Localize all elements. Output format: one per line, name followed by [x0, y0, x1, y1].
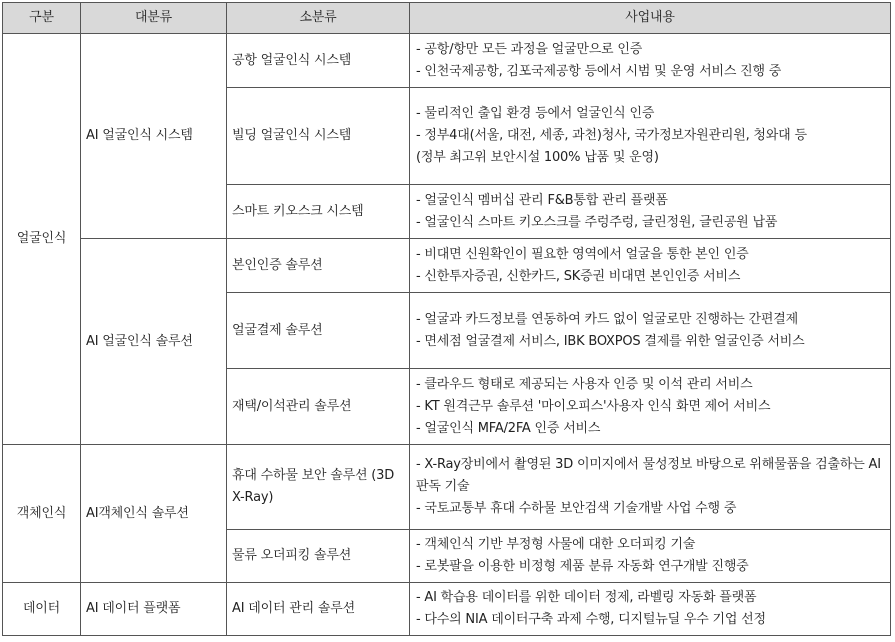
content-line: - 면세점 얼굴결제 서비스, IBK BOXPOS 결제를 위한 얼굴인증 서비스 — [416, 333, 805, 349]
sub-category: 빌딩 얼굴인식 시스템 — [227, 88, 410, 185]
business-content — [410, 293, 891, 369]
header-division: 구분 — [3, 3, 81, 34]
content-line: - 로봇팔을 이용한 비정형 제품 분류 자동화 연구개발 진행중 — [416, 559, 749, 574]
content-line: - AI 학습용 데이터를 위한 데이터 정제, 라벨링 자동화 플랫폼 — [416, 590, 757, 605]
content-line: - 국토교통부 휴대 수하물 보안검색 기술개발 사업 수행 중 — [416, 501, 737, 516]
table-row — [3, 239, 891, 293]
category-ai-face-solution: AI 얼굴인식 솔루션 — [81, 239, 227, 445]
business-content — [410, 34, 891, 88]
content-line: (정부 최고위 보안시설 100% 납품 및 운영) — [416, 150, 659, 165]
sub-category: 휴대 수하물 보안 솔루션 (3D X-Ray) — [227, 445, 410, 530]
content-line: - 정부4대(서울, 대전, 세종, 과천)청사, 국가정보자원관리원, 청와대 등 — [416, 128, 807, 143]
business-content — [410, 445, 891, 530]
header-major-category: 대분류 — [81, 3, 227, 34]
header-sub-category: 소분류 — [227, 3, 410, 34]
content-line: - 비대면 신원확인이 필요한 영역에서 얼굴을 통한 본인 인증 — [416, 246, 749, 262]
content-line: - 얼굴인식 멤버십 관리 F&B통합 관리 플랫폼 — [416, 192, 668, 208]
business-table-container — [2, 2, 891, 636]
sub-category: 얼굴결제 솔루션 — [227, 293, 410, 369]
business-content — [410, 369, 891, 445]
category-ai-object-solution: AI객체인식 솔루션 — [81, 445, 227, 583]
business-content — [410, 530, 891, 583]
category-ai-face-system: AI 얼굴인식 시스템 — [81, 34, 227, 239]
content-line: - 얼굴과 카드정보를 연동하여 카드 없이 얼굴로만 진행하는 간편결제 — [416, 311, 798, 327]
table-row — [3, 583, 891, 636]
header-business-content: 사업내용 — [410, 3, 891, 34]
content-line: - 물리적인 출입 환경 등에서 얼굴인식 인증 — [416, 106, 655, 121]
business-content — [410, 239, 891, 293]
content-line: - 객체인식 기반 부정형 사물에 대한 오더피킹 기술 — [416, 537, 696, 552]
content-line: - 얼굴인식 스마트 키오스크를 주렁주렁, 글린정원, 글린공원 납품 — [416, 214, 778, 230]
content-line: - KT 원격근무 솔루션 '마이오피스'사용자 인식 화면 제어 서비스 — [416, 398, 771, 414]
group-face-recognition: 얼굴인식 — [3, 34, 81, 445]
sub-category: 공항 얼굴인식 시스템 — [227, 34, 410, 88]
content-line: - X-Ray장비에서 촬영된 3D 이미지에서 물성정보 바탕으로 위해물품을 검출하는 AI 판독 기술 — [416, 457, 881, 494]
content-line: - 신한투자증권, 신한카드, SK증권 비대면 본인인증 서비스 — [416, 268, 741, 284]
sub-category: 재택/이석관리 솔루션 — [227, 369, 410, 445]
sub-category: 물류 오더피킹 솔루션 — [227, 530, 410, 583]
content-line: - 인천국제공항, 김포국제공항 등에서 시범 및 운영 서비스 진행 중 — [416, 63, 782, 79]
group-object-recognition: 객체인식 — [3, 445, 81, 583]
content-line: - 클라우드 형태로 제공되는 사용자 인증 및 이석 관리 서비스 — [416, 376, 753, 392]
business-content — [410, 583, 891, 636]
sub-category: 스마트 키오스크 시스템 — [227, 185, 410, 239]
business-content — [410, 185, 891, 239]
content-line: - 공항/항만 모든 과정을 얼굴만으로 인증 — [416, 41, 643, 57]
sub-category: 본인인증 솔루션 — [227, 239, 410, 293]
group-data: 데이터 — [3, 583, 81, 636]
table-row — [3, 34, 891, 88]
business-content — [410, 88, 891, 185]
table-header-row — [3, 3, 891, 34]
category-ai-data-platform: AI 데이터 플랫폼 — [81, 583, 227, 636]
business-table — [2, 2, 891, 636]
content-line: - 얼굴인식 MFA/2FA 인증 서비스 — [416, 420, 601, 436]
table-row — [3, 445, 891, 530]
content-line: - 다수의 NIA 데이터구축 과제 수행, 디지털뉴딜 우수 기업 선정 — [416, 612, 766, 627]
sub-category: AI 데이터 관리 솔루션 — [227, 583, 410, 636]
